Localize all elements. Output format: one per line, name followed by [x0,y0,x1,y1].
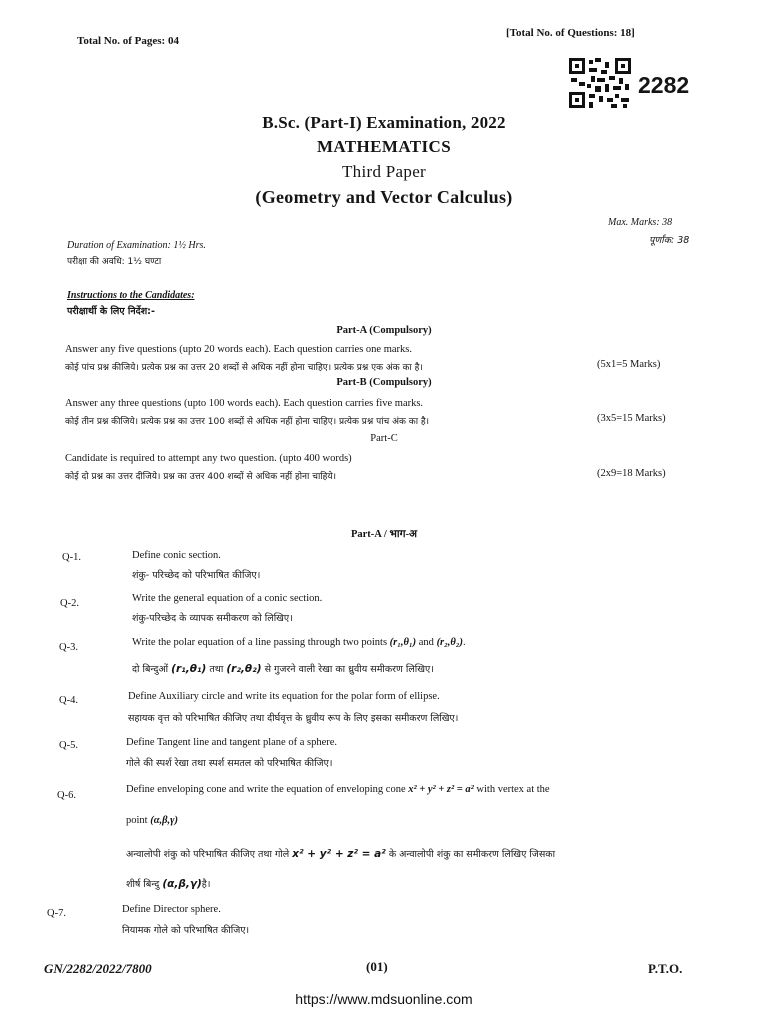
total-pages: Total No. of Pages: 04 [77,35,179,47]
part-c-marks: (2x9=18 Marks) [597,468,666,479]
question-text-hindi: सहायक वृत्त को परिभाषित कीजिए तथा दीर्घवृत्त के ध्रुवीय रूप के लिए इसका समीकरण लिखिए। [128,713,459,724]
question-text-hindi: शंकु-परिच्छेद के व्यापक समीकरण को लिखिए। [132,613,293,624]
question-text-hindi: नियामक गोले को परिभाषित कीजिए। [122,925,250,936]
question-number: Q-5. [59,740,78,751]
question-text: Define Auxiliary circle and write its equation for the polar form of ellipse. [128,691,440,702]
question-text-hindi: है। [201,879,211,890]
question-number: Q-7. [47,908,66,919]
question-text-hindi: गोले की स्पर्श रेखा तथा स्पर्श समतल को परिभाषित कीजिए। [126,758,333,769]
point-1: (r₁,θ₁) [389,637,417,648]
part-b-instruction: Answer any three questions (upto 100 words each). Each question carries five marks. [65,398,424,409]
qr-code-icon [569,58,631,108]
part-b-instruction-hindi: कोई तीन प्रश्न कीजिये। प्रत्येक प्रश्न का उत्तर 100 शब्दों से अधिक नहीं होना चाहिए। प्रत्येक प्रश्न पांच अंक का है। [65,417,430,427]
instructions-heading: Instructions to the Candidates: [67,290,195,301]
duration: Duration of Examination: 1½ Hrs. [67,240,206,251]
point-2: (r₂,θ₂) [436,637,464,648]
part-c-title: Part-C [370,433,398,444]
question-text-line [126,784,550,795]
paper-code: 2282 [638,72,690,98]
question-text: Define enveloping cone and write the equation of enveloping cone [126,784,406,795]
question-text: point [126,815,148,826]
question-text: Write the general equation of a conic section. [132,593,323,604]
part-b-title: Part-B (Compulsory) [336,377,432,388]
question-text: with vertex at the [476,784,550,795]
part-a-instruction: Answer any five questions (upto 20 words each). Each question carries one marks. [65,344,412,355]
question-text: Define Tangent line and tangent plane of a sphere. [126,737,338,748]
question-text-hindi: दो बिन्दुओं [132,664,169,675]
vertex-point: (α,β,γ) [150,815,179,826]
instructions-heading-hindi: परीक्षार्थी के लिए निर्देश:- [67,306,155,317]
page-number: (01) [366,959,388,974]
question-number: Q-2. [60,598,79,609]
footer-code: GN/2282/2022/7800 [44,961,152,976]
part-a-marks: (5x1=5 Marks) [597,359,661,370]
question-text: Define conic section. [132,550,221,561]
part-c-instruction: Candidate is required to attempt any two question. (upto 400 words) [65,453,352,464]
question-number: Q-3. [59,642,78,653]
question-text-hindi: अन्वालोपी शंकु को परिभाषित कीजिए तथा गोले [126,849,290,860]
question-number: Q-4. [59,695,78,706]
and-word-hindi: तथा [209,664,224,675]
section-heading: Part-A / भाग-अ [350,529,418,540]
total-questions: [Total No. of Questions: 18] [506,27,635,39]
question-text-hindi: शीर्ष बिन्दु [126,879,160,890]
question-text-hindi-line [126,877,210,890]
question-text-hindi-line [126,847,555,860]
exam-title: B.Sc. (Part-I) Examination, 2022 [262,113,506,132]
point-1: (r₁,θ₁) [171,663,207,675]
max-marks: Max. Marks: 38 [608,217,673,228]
question-text-hindi: से गुजरने वाली रेखा का ध्रुवीय समीकरण लिखिए। [264,664,434,675]
question-text-line: Write the polar equation of a line passing through two points (r₁,θ₁) and (r₂,θ₂). [132,637,466,648]
question-text-line [126,815,178,826]
paper-title: Third Paper [341,162,427,181]
website-url[interactable]: https://www.mdsuonline.com [295,991,473,1007]
part-a-instruction-hindi: कोई पांच प्रश्न कीजिये। प्रत्येक प्रश्न का उत्तर 20 शब्दों से अधिक नहीं होना चाहिए। प्रत्येक प्रश्न एक अंक का है। [65,363,423,373]
point-2: (r₂,θ₂) [226,663,262,675]
part-b-marks: (3x5=15 Marks) [597,413,666,424]
duration-hindi: परीक्षा की अवधि: 1½ घण्टा [67,257,162,267]
max-marks-hindi: पूर्णांक: 38 [649,235,690,246]
question-text-hindi: शंकु- परिच्छेद को परिभाषित कीजिए। [132,570,261,581]
question-number: Q-6. [57,790,76,801]
part-a-title: Part-A (Compulsory) [336,325,432,336]
sphere-equation: x² + y² + z² = a² [292,848,386,860]
vertex-point: (α,β,γ) [162,878,202,890]
question-text: Define Director sphere. [122,904,221,915]
part-c-instruction-hindi: कोई दो प्रश्न का उत्तर दीजिये। प्रश्न का उत्तर 400 शब्दों से अधिक नहीं होना चाहिये। [65,472,337,482]
question-text-hindi-line [132,662,434,675]
subject-title: MATHEMATICS [316,137,452,156]
sphere-equation: x² + y² + z² = a² [408,784,474,795]
pto: P.T.O. [648,961,683,976]
and-word: and [418,637,434,648]
question-text-hindi: के अन्वालोपी शंकु का समीकरण लिखिए जिसका [388,849,556,860]
question-text: Write the polar equation of a line passing through two points [132,637,388,648]
question-number: Q-1. [62,552,81,563]
topic-title: (Geometry and Vector Calculus) [255,187,513,207]
